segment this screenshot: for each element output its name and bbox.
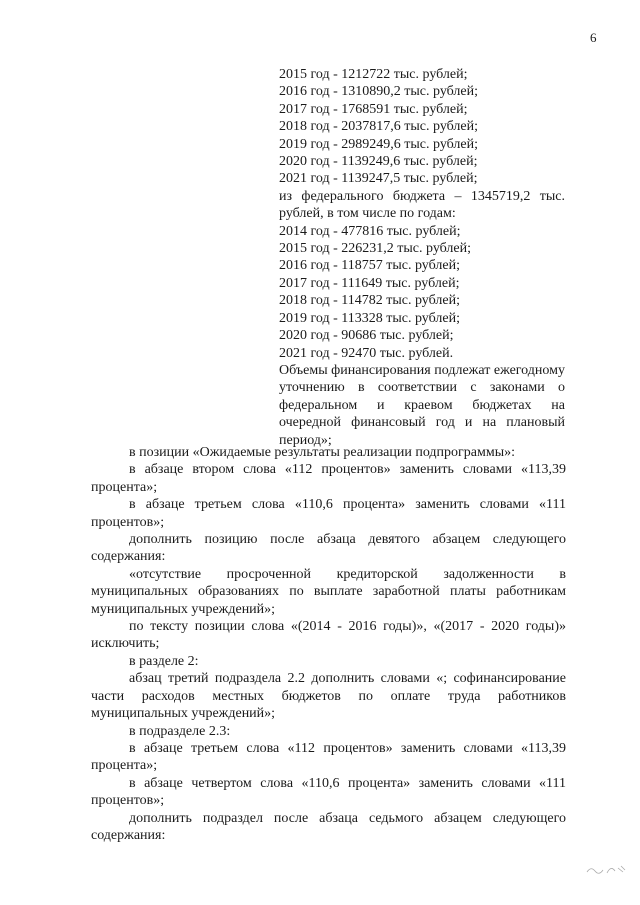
amendment-paragraph: в абзаце четвертом слова «110,6 процента» заменить словами «111 процентов»; [91,775,566,809]
amendment-paragraph: в разделе 2: [129,653,199,669]
funding-year-line: 2019 год - 2989249,6 тыс. рублей; [279,136,479,152]
federal-year-line: 2014 год - 477816 тыс. рублей; [279,223,461,239]
funding-year-line: 2018 год - 2037817,6 тыс. рублей; [279,119,479,135]
amendment-paragraph: в абзаце третьем слова «110,6 процента» заменить словами «111 процентов»; [91,497,566,530]
amendment-paragraph: «отсутствие просроченной кредиторской задолженности в муниципальных образованиях по выплате заработной платы работникам муниципальных учреждений»; [91,566,566,617]
funding-year-line: 2020 год - 1139249,6 тыс. рублей; [279,154,478,170]
amendment-paragraph: в абзаце третьем слова «112 процентов» заменить словами «113,39 процента»; [91,740,566,774]
funding-note: Объемы финансирования подлежат ежегодному уточнению в соответствии с законами о федеральном и краевом бюджетах на очередной финансовый год и на плановый период»; [279,362,565,448]
amendment-paragraph: в подразделе 2.3: [129,723,231,739]
federal-year-line: 2018 год - 114782 тыс. рублей; [279,293,460,309]
federal-year-line: 2016 год - 118757 тыс. рублей; [279,258,460,274]
amendment-paragraph: абзац третий подраздела 2.2 дополнить словами «; софинансирование части расходов местных бюджетов по оплате труда работников муниципальных учреждений»; [91,671,566,722]
federal-budget-intro-cont: рублей, в том числе по годам: [279,206,456,222]
amendment-paragraph: дополнить подраздел после абзаца седьмого абзацем следующего содержания: [91,810,566,843]
federal-year-line: 2015 год - 226231,2 тыс. рублей; [279,241,472,257]
margin-scribble [585,862,627,876]
federal-year-line: 2020 год - 90686 тыс. рублей; [279,328,454,344]
federal-year-line: 2019 год - 113328 тыс. рублей; [279,310,460,326]
federal-year-line: 2017 год - 111649 тыс. рублей; [279,275,460,291]
amendment-paragraph: по тексту позиции слова «(2014 - 2016 годы)», «(2017 - 2020 годы)» исключить; [91,619,566,652]
funding-year-line: 2017 год - 1768591 тыс. рублей; [279,101,468,117]
funding-year-line: 2015 год - 1212722 тыс. рублей; [279,67,468,82]
amendment-paragraph: в абзаце втором слова «112 процентов» заменить словами «113,39 процента»; [91,462,566,495]
amendment-paragraph: в позиции «Ожидаемые результаты реализации подпрограммы»: [129,445,516,460]
federal-budget-intro: из федерального бюджета – 1345719,2 тыс. [279,188,565,204]
amendment-paragraph: дополнить позицию после абзаца девятого абзацем следующего содержания: [91,532,566,565]
funding-column [279,66,565,449]
federal-year-line: 2021 год - 92470 тыс. рублей. [279,345,454,361]
funding-year-line: 2021 год - 1139247,5 тыс. рублей; [279,171,478,187]
amendments-text [91,444,566,844]
page-number: 6 [590,30,597,45]
funding-year-line: 2016 год - 1310890,2 тыс. рублей; [279,84,479,100]
